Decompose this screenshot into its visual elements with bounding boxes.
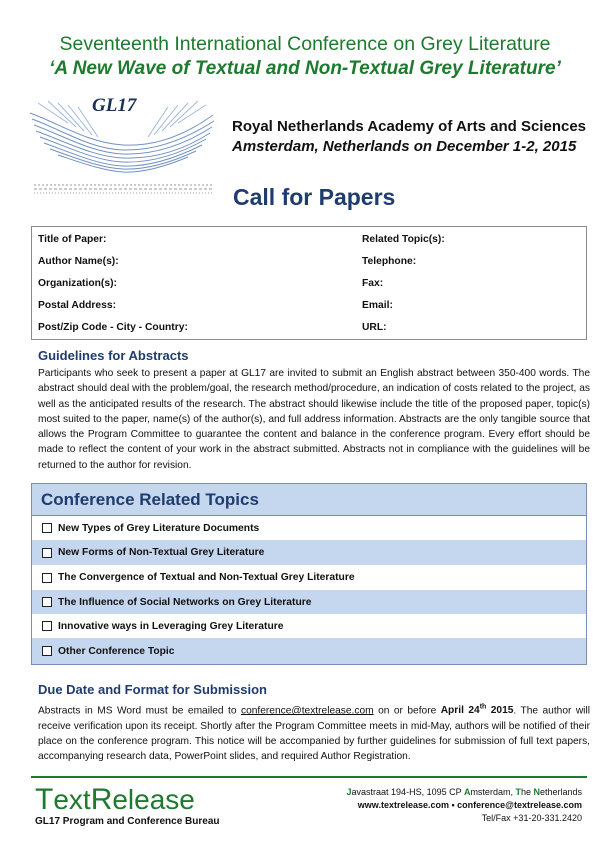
email-field[interactable]: Email:: [362, 300, 393, 311]
topic-item[interactable]: [32, 638, 586, 664]
addr-part: he: [520, 787, 534, 797]
addr-part: etherlands: [539, 787, 582, 797]
due-date: [441, 705, 514, 716]
url-field[interactable]: URL:: [362, 322, 387, 333]
logo-text: GL17: [92, 95, 137, 116]
topic-item[interactable]: [32, 565, 586, 590]
submission-form: [31, 226, 587, 340]
topic-item[interactable]: [32, 614, 586, 638]
brand-letter: R: [90, 783, 113, 816]
due-date-suffix: th: [479, 704, 487, 711]
conference-email-link[interactable]: conference@textrelease.com: [240, 705, 374, 717]
footer-phone: Tel/Fax +31-20-331.2420: [481, 813, 582, 823]
submission-heading: Due Date and Format for Submission: [38, 682, 267, 697]
addr-initial: N: [533, 787, 540, 797]
telephone-field[interactable]: Telephone:: [362, 256, 417, 267]
title-of-paper-field[interactable]: Title of Paper:: [38, 234, 107, 245]
postal-address-field[interactable]: Postal Address:: [38, 300, 117, 311]
topics-heading: Conference Related Topics: [32, 484, 586, 516]
topic-item[interactable]: [32, 590, 586, 614]
gl17-logo: [28, 93, 218, 203]
author-names-field[interactable]: Author Name(s):: [38, 256, 119, 267]
addr-part: avastraat 194-HS, 1095 CP: [351, 787, 464, 797]
textrelease-logo: [35, 784, 195, 816]
submission-text-part: Abstracts in MS Word must be emailed to: [38, 705, 241, 717]
conference-title: Seventeenth International Conference on Grey Literature: [59, 33, 551, 55]
submission-text: [38, 700, 590, 765]
conference-topics-box: [31, 483, 587, 665]
footer-divider: [31, 776, 587, 778]
post-code-city-country-field[interactable]: Post/Zip Code - City - Country:: [38, 322, 188, 333]
checkbox-icon[interactable]: [42, 597, 52, 607]
fax-field[interactable]: Fax:: [362, 278, 384, 289]
conference-subtitle: ‘A New Wave of Textual and Non-Textual Grey Literature’: [49, 58, 561, 79]
topic-item[interactable]: [32, 540, 586, 565]
checkbox-icon[interactable]: [42, 646, 52, 656]
due-date-year: 2015: [486, 705, 514, 717]
brand-part: elease: [112, 784, 195, 815]
checkbox-icon[interactable]: [42, 621, 52, 631]
brand-letter: T: [35, 783, 54, 816]
addr-initial: J: [346, 787, 352, 797]
brand-part: ext: [53, 784, 91, 815]
checkbox-icon[interactable]: [42, 573, 52, 583]
footer-web-email[interactable]: www.textrelease.com • conference@textrelease.com: [357, 800, 582, 810]
topic-label: Innovative ways in Leveraging Grey Literature: [58, 620, 284, 632]
topic-label: New Forms of Non-Textual Grey Literature: [58, 547, 265, 558]
topic-label: The Influence of Social Networks on Grey Literature: [58, 596, 312, 608]
venue-place: Amsterdam, Netherlands on December 1-2, 2015: [232, 138, 577, 155]
organizations-field[interactable]: Organization(s):: [38, 278, 117, 289]
call-for-papers-title: Call for Papers: [233, 184, 396, 210]
venue-name: Royal Netherlands Academy of Arts and Sciences: [232, 118, 587, 135]
checkbox-icon[interactable]: [42, 548, 52, 558]
addr-initial: T: [515, 787, 521, 797]
topic-item[interactable]: [32, 516, 586, 540]
due-date-day: April 24: [440, 705, 480, 717]
guidelines-text: Participants who seek to present a paper at GL17 are invited to submit an English abstract between 350-400 words. The abstract should deal with the problem/goal, the research method/procedure, an indication of costs related to the project, as well as the anticipated results of the research. The abstract should likewise include the title of the proposed paper, topic(s) most suited to the paper, name(s) of the author(s), and full address information. Abstracts are the only tangible source that allows the Program Committee to guarantee the content and balance in the conference program. Every effort should be made to reflect the content of your work in the abstract submitted. Abstracts not in compliance with the guidelines will be returned to the author for revision.: [38, 368, 590, 471]
topic-label: Other Conference Topic: [58, 645, 175, 657]
guidelines-heading: Guidelines for Abstracts: [38, 348, 189, 363]
checkbox-icon[interactable]: [42, 523, 52, 533]
topic-label: New Types of Grey Literature Documents: [58, 522, 260, 534]
addr-part: msterdam,: [470, 787, 516, 797]
footer-address: [347, 787, 582, 797]
submission-text-part: on or before: [373, 705, 441, 717]
addr-initial: A: [463, 787, 471, 797]
submission-text-part: . The author will receive verification upon its receipt. Shortly after the Program Committee meets in mid-May, authors will be notified of their place on the conference program. This notice will be accompanied by further guidelines for submission of full text papers, accompanying research data, PowerPoint slides, and required Author Registration.: [38, 705, 590, 763]
bureau-label: GL17 Program and Conference Bureau: [35, 816, 220, 827]
topic-label: The Convergence of Textual and Non-Textual Grey Literature: [58, 572, 355, 583]
related-topics-field[interactable]: Related Topic(s):: [362, 234, 445, 245]
